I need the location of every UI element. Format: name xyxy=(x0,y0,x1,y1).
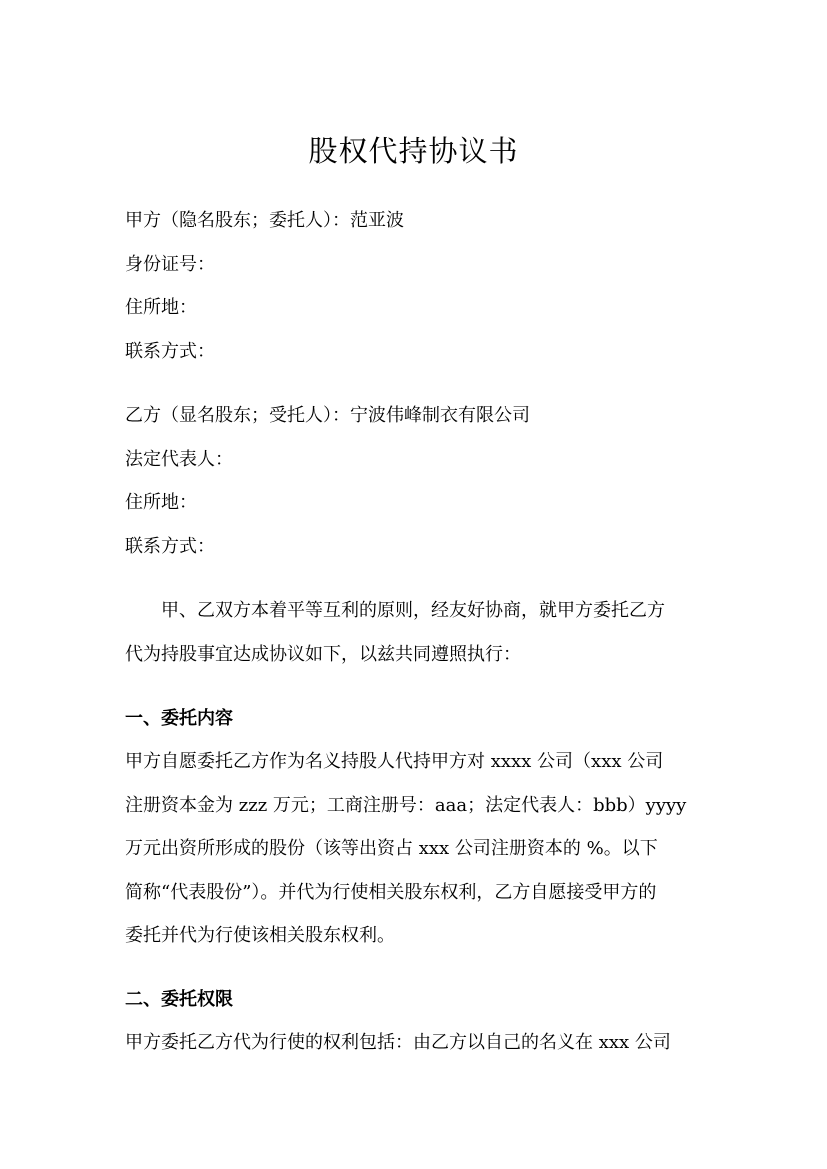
section-1-line: 万元出资所形成的股份（该等出资占 xxx 公司注册资本的 %。以下 xyxy=(125,838,658,859)
party-b-contact: 联系方式： xyxy=(125,536,215,557)
party-a-contact: 联系方式： xyxy=(125,341,215,362)
section-1-line: 委托并代为行使该相关股东权利。 xyxy=(125,925,395,946)
party-b-legal-rep: 法定代表人： xyxy=(125,449,233,470)
preamble-line: 甲、乙双方本着平等互利的原则，经友好协商，就甲方委托乙方 xyxy=(161,600,665,621)
party-a-name: 甲方（隐名股东；委托人）：范亚波 xyxy=(125,210,404,231)
section-1-line: 甲方自愿委托乙方作为名义持股人代持甲方对 xxxx 公司（xxx 公司 xyxy=(125,751,664,772)
document-title: 股权代持协议书 xyxy=(308,134,519,168)
preamble-line: 代为持股事宜达成协议如下，以兹共同遵照执行： xyxy=(125,643,521,665)
preamble-paragraph xyxy=(125,589,703,676)
party-a-address: 住所地： xyxy=(125,297,197,318)
section-2-paragraph xyxy=(125,1021,703,1065)
section-1-line: 注册资本金为 zzz 万元；工商注册号：aaa；法定代表人：bbb）yyyy xyxy=(125,794,687,816)
party-b-address: 住所地： xyxy=(125,492,197,513)
party-b-name: 乙方（显名股东；受托人）：宁波伟峰制衣有限公司 xyxy=(125,405,530,426)
section-1-line: 简称“代表股份”）。并代为行使相关股东权利，乙方自愿接受甲方的 xyxy=(125,881,657,903)
section-2-heading: 二、委托权限 xyxy=(125,989,233,1010)
section-1-heading: 一、委托内容 xyxy=(125,708,233,729)
section-2-line: 甲方委托乙方代为行使的权利包括：由乙方以自己的名义在 xxx 公司 xyxy=(125,1032,671,1053)
party-a-id-number: 身份证号： xyxy=(125,254,215,275)
section-1-paragraph xyxy=(125,740,703,958)
